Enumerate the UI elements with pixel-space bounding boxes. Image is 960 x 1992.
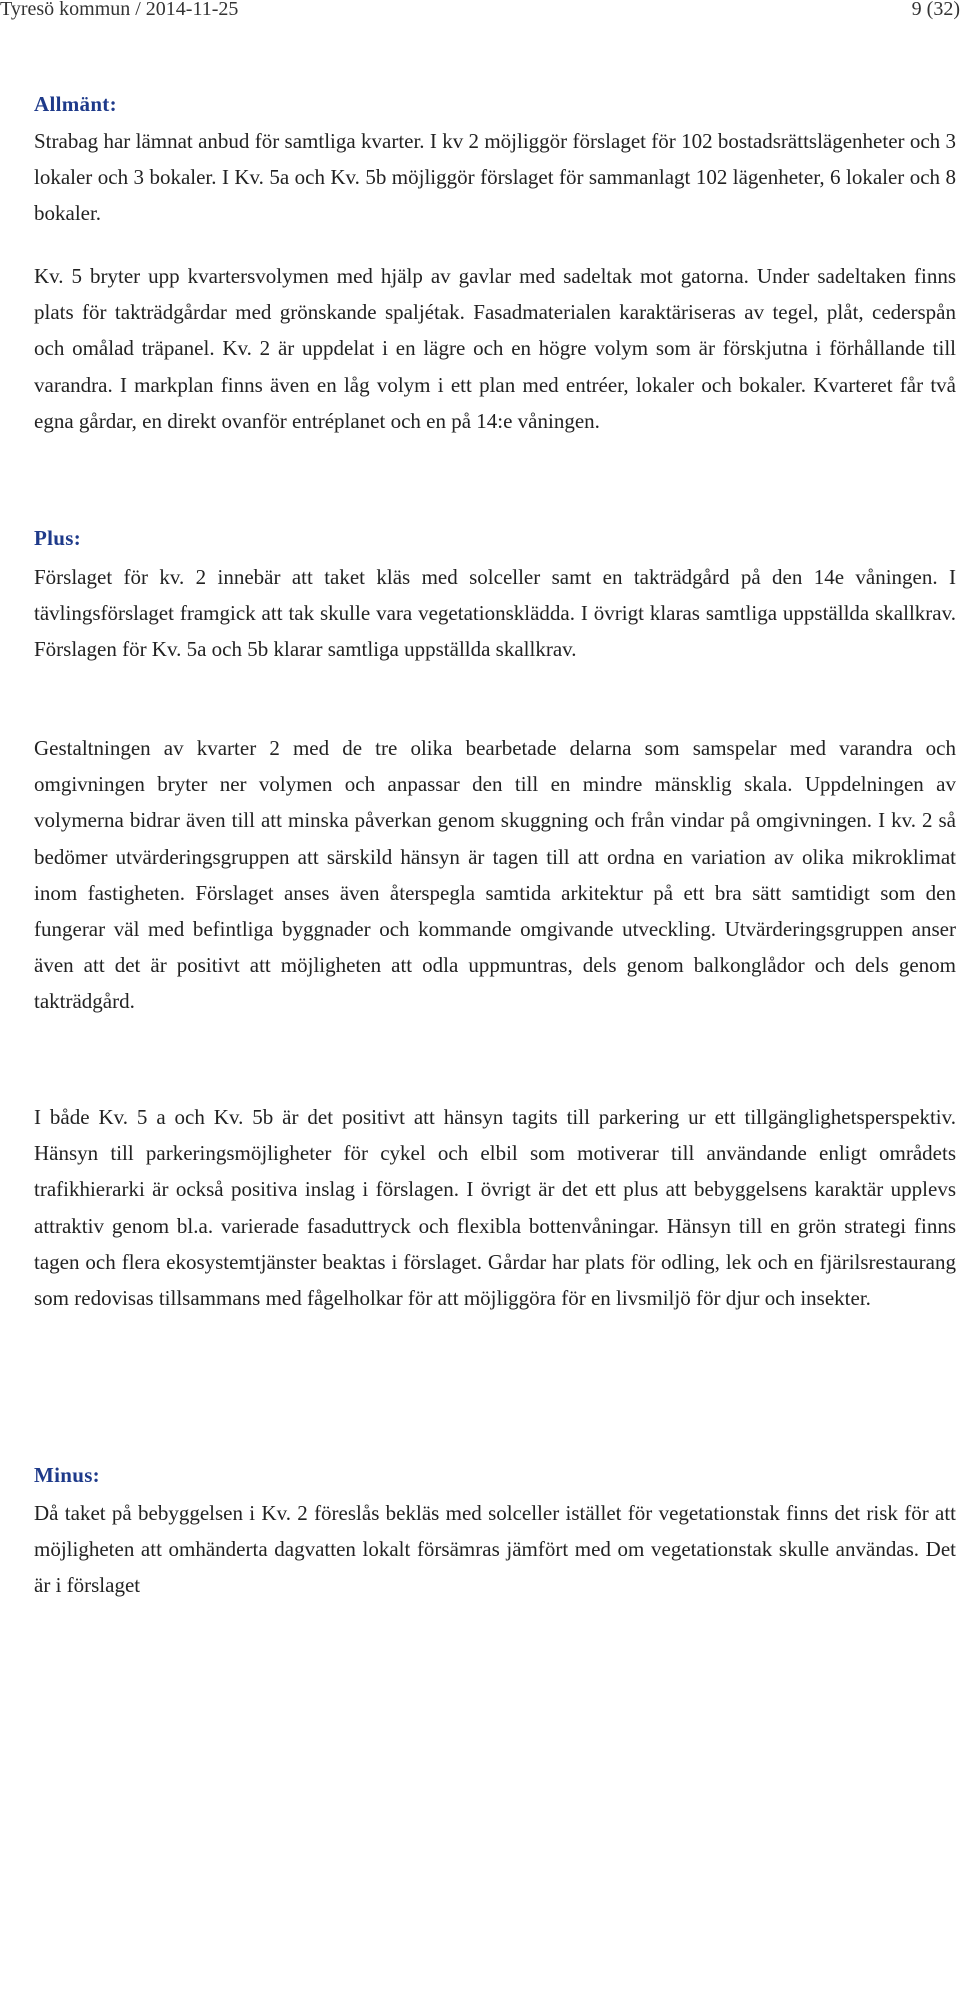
header-municipality-date: Tyresö kommun / 2014-11-25 bbox=[0, 0, 239, 20]
paragraph-plus-2: Gestaltningen av kvarter 2 med de tre olika bearbetade delarna som samspelar med varandra och omgivningen bryter ner volymen och anpassar den till en mindre mänsklig skala. Uppdelningen av volymerna bidrar även till att minska påverkan genom skuggning och från vindar på omgivningen. I kv. 2 så bedömer utvärderingsgruppen att särskild hänsyn är tagen till att ordna en variation av olika mikroklimat inom fastigheten. Förslaget anses även återspegla samtida arkitektur på ett bra sätt samtidigt som den fungerar väl med befintliga byggnader och kommande omgivande utveckling. Utvärderingsgruppen anser även att det är positivt att möjligheten att odla uppmuntras, dels genom balkonglådor och dels genom takträdgård. bbox=[34, 736, 956, 1014]
page-number: 9 (32) bbox=[911, 0, 960, 20]
paragraph-plus-1: Förslaget för kv. 2 innebär att taket kläs med solceller samt en takträdgård på den 14e våningen. I tävlingsförslaget framgick att tak skulle vara vegetationsklädda. I övrigt klaras samtliga uppställda skallkrav. Förslagen för Kv. 5a och 5b klarar samtliga uppställda skallkrav. bbox=[34, 565, 956, 662]
heading-plus: Plus: bbox=[34, 526, 82, 550]
page-header bbox=[0, 0, 960, 26]
paragraph-allmant-1: Strabag har lämnat anbud för samtliga kvarter. I kv 2 möjliggör förslaget för 102 bostadsrättslägenheter och 3 lokaler och 3 bokaler. I Kv. 5a och Kv. 5b möjliggör förslaget för sammanlagt 102 lägenheter, 6 lokaler och 8 bokaler. bbox=[34, 129, 956, 226]
paragraph-allmant-2: Kv. 5 bryter upp kvartersvolymen med hjälp av gavlar med sadeltak mot gatorna. Under sadeltaken finns plats för takträdgårdar med grönskande spaljétak. Fasadmaterialen karaktäriseras av tegel, plåt, cederspån och omålad träpanel. Kv. 2 är uppdelat i en lägre och en högre volym som är förskjutna i förhållande till varandra. I markplan finns även en låg volym i ett plan med entréer, lokaler och bokaler. Kvarteret får två egna gårdar, en direkt ovanför entréplanet och en på 14:e våningen. bbox=[34, 264, 956, 433]
paragraph-minus-1: Då taket på bebyggelsen i Kv. 2 föreslås bekläs med solceller istället för vegetationstak finns det risk för att möjligheten att omhänderta dagvatten lokalt försämras jämfört med om vegetationstak skulle användas. Det är i förslaget bbox=[34, 1501, 956, 1598]
heading-minus: Minus: bbox=[34, 1463, 100, 1487]
paragraph-plus-3: I både Kv. 5 a och Kv. 5b är det positivt att hänsyn tagits till parkering ur ett tillgänglighetsperspektiv. Hänsyn till parkeringsmöjligheter för cykel och elbil som motiverar till användande enligt områdets trafikhierarki är också positiva inslag i förslagen. I övrigt är det ett plus att bebyggelsens karaktär upplevs attraktiv genom bl.a. varierade fasaduttryck och flexibla bottenvåningar. Hänsyn till en grön strategi finns tagen och flera ekosystemtjänster beaktas i förslaget. Gårdar har plats för odling, lek och en fjärilsrestaurang som redovisas tillsammans med fågelholkar för att möjliggöra för en livsmiljö för djur och insekter. bbox=[34, 1105, 956, 1311]
heading-allmant: Allmänt: bbox=[34, 92, 117, 116]
